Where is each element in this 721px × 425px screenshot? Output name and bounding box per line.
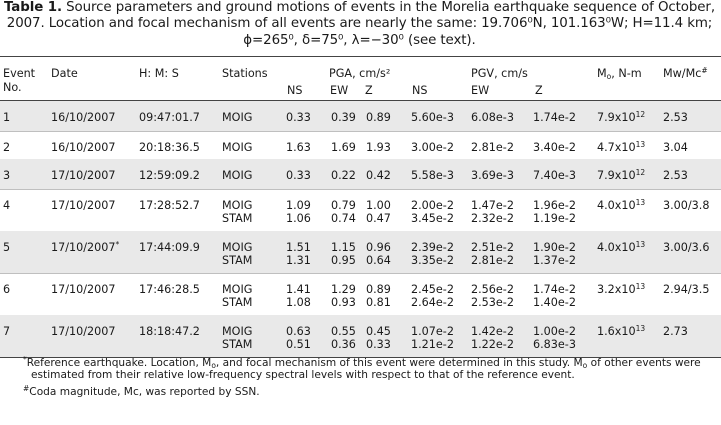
pga-ns: 1.51 bbox=[286, 241, 311, 254]
pgv-z: 1.37e-2 bbox=[533, 254, 576, 267]
station-code: STAM bbox=[222, 296, 253, 309]
pga-z: 0.81 bbox=[366, 296, 391, 309]
pga-ns: 1.06 bbox=[286, 212, 311, 225]
event-date: 16/10/2007 bbox=[51, 141, 116, 154]
event-number: 4 bbox=[3, 199, 11, 212]
seismic-moment: $3.2x10^{13}$ bbox=[597, 282, 646, 296]
pgv-z: 7.40e-3 bbox=[533, 169, 576, 182]
pga-ew: 1.69 bbox=[331, 141, 356, 154]
pga-ns: 0.33 bbox=[286, 169, 311, 182]
station-code: STAM bbox=[222, 338, 253, 351]
magnitude: 2.53 bbox=[663, 111, 688, 124]
seismic-moment: $4.0x10^{13}$ bbox=[597, 240, 646, 254]
pgv-z: 1.96e-2 bbox=[533, 199, 576, 212]
pgv-ew: 2.56e-2 bbox=[471, 283, 514, 296]
pgv-ew: 2.53e-2 bbox=[471, 296, 514, 309]
pga-z: 0.47 bbox=[366, 212, 391, 225]
pga-ns: 1.63 bbox=[286, 141, 311, 154]
pga-z: 1.00 bbox=[366, 199, 391, 212]
pgv-ew: 1.22e-2 bbox=[471, 338, 514, 351]
pgv-ns: 3.35e-2 bbox=[411, 254, 454, 267]
header-pga: PGA, cm/s² bbox=[329, 67, 391, 80]
pgv-z: 1.90e-2 bbox=[533, 241, 576, 254]
pga-ew: 0.55 bbox=[331, 325, 356, 338]
pga-z: 0.33 bbox=[366, 338, 391, 351]
pga-z: 0.89 bbox=[366, 111, 391, 124]
pga-ns: 0.63 bbox=[286, 325, 311, 338]
pgv-z: 6.83e-3 bbox=[533, 338, 576, 351]
header-pgv: PGV, cm/s bbox=[471, 67, 528, 80]
row-separator bbox=[0, 273, 721, 274]
pgv-ns: 1.07e-2 bbox=[411, 325, 454, 338]
pgv-ew: 2.81e-2 bbox=[471, 141, 514, 154]
magnitude: 2.53 bbox=[663, 169, 688, 182]
header-event: Event bbox=[3, 67, 36, 80]
pgv-ew: 1.47e-2 bbox=[471, 199, 514, 212]
pgv-ns: 3.00e-2 bbox=[411, 141, 454, 154]
table-caption bbox=[0, 0, 719, 49]
row-separator bbox=[0, 131, 721, 132]
station-code: MOIG bbox=[222, 141, 253, 154]
seismic-moment: $7.9x10^{12}$ bbox=[597, 168, 646, 182]
row-separator bbox=[0, 189, 721, 190]
header-pga-z: Z bbox=[365, 84, 373, 97]
pga-z: 0.45 bbox=[366, 325, 391, 338]
event-number: 7 bbox=[3, 325, 11, 338]
event-date: 17/10/2007 bbox=[51, 169, 116, 182]
seismic-moment: $4.7x10^{13}$ bbox=[597, 140, 646, 154]
pga-ew: 1.29 bbox=[331, 283, 356, 296]
event-time: 12:59:09.2 bbox=[139, 169, 200, 182]
pga-ew: 0.36 bbox=[331, 338, 356, 351]
station-code: MOIG bbox=[222, 169, 253, 182]
pgv-ns: 3.45e-2 bbox=[411, 212, 454, 225]
magnitude: 2.94/3.5 bbox=[663, 283, 710, 296]
pgv-z: 1.40e-2 bbox=[533, 296, 576, 309]
event-number: 2 bbox=[3, 141, 11, 154]
event-date: 17/10/2007* bbox=[51, 240, 120, 254]
header-pga-ns: NS bbox=[287, 84, 303, 97]
header-pga-ew: EW bbox=[330, 84, 349, 97]
header-pgv-ew: EW bbox=[471, 84, 490, 97]
pgv-ns: 2.00e-2 bbox=[411, 199, 454, 212]
pga-z: 0.96 bbox=[366, 241, 391, 254]
station-code: STAM bbox=[222, 212, 253, 225]
header-mo: $M_o$, N-m bbox=[597, 67, 642, 81]
table-top-rule bbox=[0, 56, 721, 57]
pgv-ns: 2.64e-2 bbox=[411, 296, 454, 309]
event-number: 6 bbox=[3, 283, 11, 296]
header-hms: H: M: S bbox=[139, 67, 179, 80]
footnote-coda: #Coda magnitude, Mc, was reported by SSN. bbox=[23, 383, 260, 398]
event-time: 20:18:36.5 bbox=[139, 141, 200, 154]
header-mw: Mw/Mc# bbox=[663, 66, 708, 80]
pga-z: 1.93 bbox=[366, 141, 391, 154]
header-event-no: No. bbox=[3, 81, 22, 94]
pgv-z: 1.19e-2 bbox=[533, 212, 576, 225]
event-time: 18:18:47.2 bbox=[139, 325, 200, 338]
header-pgv-z: Z bbox=[535, 84, 543, 97]
pga-ew: 0.74 bbox=[331, 212, 356, 225]
pga-ew: 0.39 bbox=[331, 111, 356, 124]
magnitude: 3.00/3.8 bbox=[663, 199, 710, 212]
header-stations: Stations bbox=[222, 67, 268, 80]
pgv-ns: 5.60e-3 bbox=[411, 111, 454, 124]
pga-z: 0.42 bbox=[366, 169, 391, 182]
seismic-moment: $1.6x10^{13}$ bbox=[597, 324, 646, 338]
header-pgv-ns: NS bbox=[412, 84, 428, 97]
event-date: 16/10/2007 bbox=[51, 111, 116, 124]
pgv-ew: 2.81e-2 bbox=[471, 254, 514, 267]
pga-ns: 1.41 bbox=[286, 283, 311, 296]
magnitude: 2.73 bbox=[663, 325, 688, 338]
pgv-ew: 2.51e-2 bbox=[471, 241, 514, 254]
pgv-ew: 3.69e-3 bbox=[471, 169, 514, 182]
magnitude: 3.00/3.6 bbox=[663, 241, 710, 254]
pga-ew: 0.22 bbox=[331, 169, 356, 182]
pgv-ns: 1.21e-2 bbox=[411, 338, 454, 351]
pga-ew: 0.79 bbox=[331, 199, 356, 212]
pgv-z: 1.74e-2 bbox=[533, 111, 576, 124]
pga-ns: 1.31 bbox=[286, 254, 311, 267]
pga-z: 0.64 bbox=[366, 254, 391, 267]
magnitude: 3.04 bbox=[663, 141, 688, 154]
pga-ns: 1.08 bbox=[286, 296, 311, 309]
event-number: 3 bbox=[3, 169, 11, 182]
pga-z: 0.89 bbox=[366, 283, 391, 296]
pgv-ew: 1.42e-2 bbox=[471, 325, 514, 338]
caption-text: Source parameters and ground motions of events in the Morelia earthquake sequence of October, 2007. Location and focal mechanism of all events are nearly the same: 19.706⁰N, 101.163⁰W; H=11.4 km; ϕ=265⁰, δ=75⁰, λ=−30⁰ (see text). bbox=[6, 0, 715, 48]
pgv-z: 3.40e-2 bbox=[533, 141, 576, 154]
seismic-moment: $4.0x10^{13}$ bbox=[597, 198, 646, 212]
table-footnotes bbox=[0, 357, 721, 402]
caption-label: Table 1. bbox=[4, 0, 62, 15]
event-time: 17:44:09.9 bbox=[139, 241, 200, 254]
pgv-ns: 2.39e-2 bbox=[411, 241, 454, 254]
event-time: 17:46:28.5 bbox=[139, 283, 200, 296]
event-number: 1 bbox=[3, 111, 11, 124]
pgv-z: 1.74e-2 bbox=[533, 283, 576, 296]
pga-ew: 0.93 bbox=[331, 296, 356, 309]
event-date: 17/10/2007 bbox=[51, 325, 116, 338]
pgv-ew: 2.32e-2 bbox=[471, 212, 514, 225]
pga-ns: 1.09 bbox=[286, 199, 311, 212]
station-code: MOIG bbox=[222, 199, 253, 212]
pgv-ns: 2.45e-2 bbox=[411, 283, 454, 296]
pga-ew: 1.15 bbox=[331, 241, 356, 254]
event-time: 17:28:52.7 bbox=[139, 199, 200, 212]
seismic-moment: $7.9x10^{12}$ bbox=[597, 110, 646, 124]
pgv-z: 1.00e-2 bbox=[533, 325, 576, 338]
station-code: MOIG bbox=[222, 325, 253, 338]
pgv-ns: 5.58e-3 bbox=[411, 169, 454, 182]
header-date: Date bbox=[51, 67, 78, 80]
event-time: 09:47:01.7 bbox=[139, 111, 200, 124]
event-date: 17/10/2007 bbox=[51, 283, 116, 296]
station-code: MOIG bbox=[222, 111, 253, 124]
event-number: 5 bbox=[3, 241, 11, 254]
footnote-reference: *Reference earthquake. Location, $M_o$, and focal mechanism of this event were determined in this study. $M_o$ of other events were estimated from their relative low-frequency spectral levels with respect to that of the reference event. bbox=[23, 355, 701, 382]
pga-ns: 0.51 bbox=[286, 338, 311, 351]
pga-ew: 0.95 bbox=[331, 254, 356, 267]
reference-mark: * bbox=[115, 240, 120, 249]
station-code: MOIG bbox=[222, 283, 253, 296]
station-code: STAM bbox=[222, 254, 253, 267]
pgv-ew: 6.08e-3 bbox=[471, 111, 514, 124]
pga-ns: 0.33 bbox=[286, 111, 311, 124]
event-date: 17/10/2007 bbox=[51, 199, 116, 212]
station-code: MOIG bbox=[222, 241, 253, 254]
